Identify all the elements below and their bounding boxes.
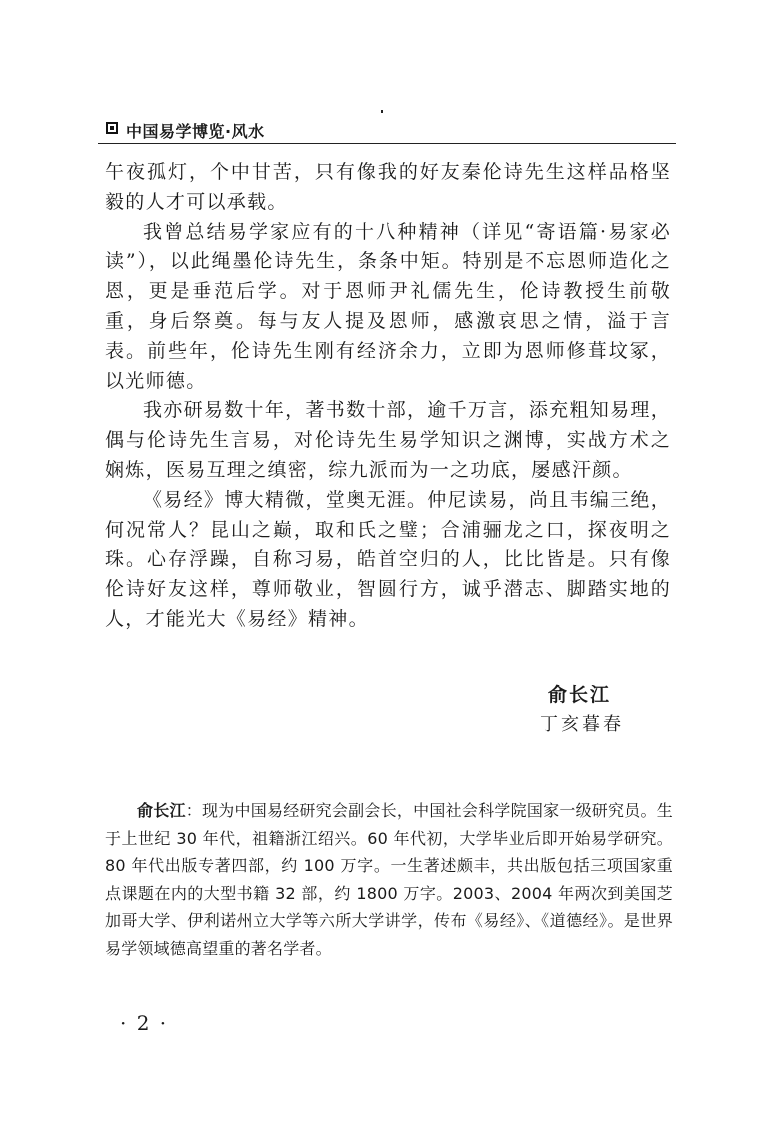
paragraph: 午夜孤灯，个中甘苦，只有像我的好友秦伦诗先生这样品格坚毅的人才可以承载。 xyxy=(105,161,671,213)
scan-speck xyxy=(381,110,383,113)
paragraph: 我曾总结易学家应有的十八种精神（详见“寄语篇·易家必读”），以此绳墨伦诗先生，条条中矩。特别是不忘恩师造化之恩，更是垂范后学。对于恩师尹礼儒先生，伦诗教授生前敬重，身后祭奠。每与友人提及恩师，感激哀思之情，溢于言表。前些年，伦诗先生刚有经济余力，立即为恩师修葺坟冢，以光师德。 xyxy=(105,220,671,392)
body-text xyxy=(105,158,671,635)
page-number: · 2 · xyxy=(120,1011,169,1035)
running-header xyxy=(98,119,678,145)
signature-date: 丁亥暮春 xyxy=(540,714,624,735)
header-rule xyxy=(98,143,676,144)
bio-text: ：现为中国易经研究会副会长，中国社会科学院国家一级研究员。生于上世纪 30 年代，祖籍浙江绍兴。60 年代初，大学毕业后即开始易学研究。80 年代出版专著四部，约 100 万字。一生著述颇丰，共出版包括三项国家重点课题在内的大型书籍 32 部，约 1800 万字。2003、2004 年两次到美国芝加哥大学、伊利诺州立大学等六所大学讲学，传布《易经》、《道德经》。是世界易学领域德高望重的著名学者。 xyxy=(105,801,673,958)
square-bullet-icon xyxy=(106,122,118,134)
bio-author-name: 俞长江 xyxy=(137,801,186,820)
author-bio xyxy=(105,797,673,963)
paragraph: 《易经》博大精微，堂奥无涯。仲尼读易，尚且韦编三绝，何况常人？昆山之巅，取和氏之璧；合浦骊龙之口，探夜明之珠。心存浮躁，自称习易，皓首空归的人，比比皆是。只有像伦诗好友这样，尊师敬业，智圆行方，诚乎潜志、脚踏实地的人，才能光大《易经》精神。 xyxy=(105,488,671,630)
signature-name: 俞长江 xyxy=(548,684,612,706)
paragraph: 我亦研易数十年，著书数十部，逾千万言，添充粗知易理，偶与伦诗先生言易，对伦诗先生易学知识之渊博，实战方术之娴炼，医易互理之缜密，综九派而为一之功底，屡感汗颜。 xyxy=(105,399,671,481)
header-title: 中国易学博览·风水 xyxy=(126,122,265,141)
